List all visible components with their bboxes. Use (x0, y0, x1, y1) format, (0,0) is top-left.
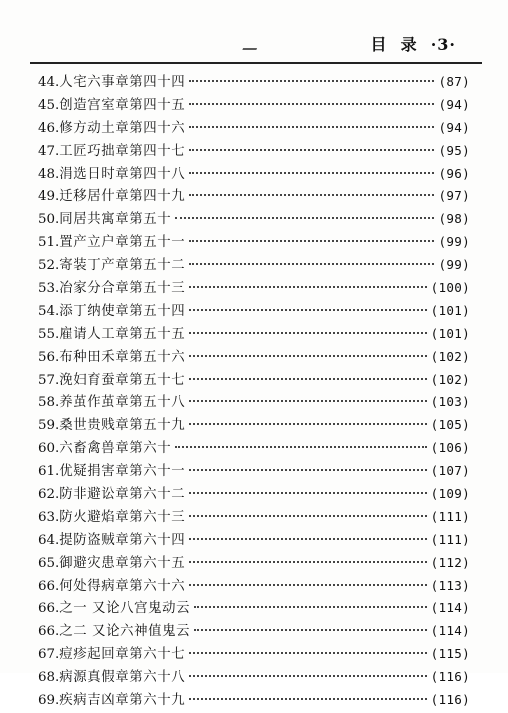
entry-page: (96) (438, 165, 470, 181)
entry-number: 58. (38, 395, 60, 411)
entry-title: 迁移居什章第四十九 (59, 189, 186, 205)
dot-leader (189, 262, 434, 265)
entry-title: 御避灾患章第六十五 (59, 555, 186, 571)
entry-page: (105) (430, 417, 470, 433)
entry-page: (116) (430, 692, 470, 708)
entry-number: 66. (38, 624, 60, 640)
toc-entry (38, 254, 470, 277)
entry-title: 雇请人工章第五十五 (59, 326, 186, 342)
toc-entry (38, 346, 470, 369)
entry-number: 45. (38, 97, 60, 113)
entry-number: 44. (38, 75, 60, 90)
entry-page: (101) (430, 325, 470, 341)
entry-page: (94) (438, 119, 470, 135)
entry-number: 66. (38, 578, 60, 594)
entry-page: (114) (430, 600, 470, 616)
dot-leader (189, 422, 426, 425)
entry-number: 55. (38, 326, 60, 342)
toc-entry (38, 231, 470, 254)
page-header (30, 30, 482, 64)
entry-title: 六畜禽兽章第六十 (59, 441, 172, 457)
entry-number: 53. (38, 281, 60, 297)
entry-page: (102) (430, 371, 470, 387)
dot-leader (189, 537, 426, 540)
toc-entry (38, 483, 470, 506)
toc-entry (38, 575, 470, 598)
dot-leader (189, 239, 434, 242)
entry-page: (94) (438, 96, 470, 112)
entry-number: 67. (38, 647, 60, 663)
toc-entry (38, 414, 470, 437)
toc-entry (38, 185, 470, 208)
dot-leader (189, 79, 434, 82)
entry-page: (111) (430, 531, 470, 547)
dot-leader (189, 697, 426, 700)
entry-title: 之二 又论六神值鬼云 (59, 624, 191, 640)
entry-title: 何处得病章第六十六 (59, 578, 186, 594)
entry-title: 同居共寓章第五十 (59, 212, 172, 228)
dot-leader (189, 102, 434, 105)
entry-number: 56. (38, 349, 60, 365)
entry-number: 52. (38, 258, 60, 274)
entry-number: 49. (38, 189, 60, 205)
entry-page: (112) (430, 554, 470, 570)
entry-page: (87) (438, 74, 470, 89)
toc-entry (38, 323, 470, 346)
entry-page: (114) (430, 623, 470, 639)
dot-leader (189, 148, 434, 151)
entry-title: 添丁纳使章第五十四 (59, 303, 186, 319)
entry-title: 人宅六事章第四十四 (59, 75, 186, 90)
dot-leader (189, 285, 426, 288)
entry-page: (109) (430, 486, 470, 502)
entry-title: 防火避焰章第六十三 (59, 509, 186, 525)
dot-leader (175, 445, 426, 448)
entry-title: 养茧作茧章第五十八 (59, 395, 186, 411)
toc-entry (38, 529, 470, 552)
entry-title: 修方动土章第四十六 (59, 120, 186, 136)
entry-number: 62. (38, 487, 60, 503)
toc-entry (38, 277, 470, 300)
entry-number: 64. (38, 532, 60, 548)
entry-number: 48. (38, 166, 60, 182)
entry-title: 痘疹起回章第六十七 (59, 647, 186, 663)
entry-number: 66. (38, 601, 60, 617)
entry-number: 47. (38, 143, 60, 159)
entry-title: 桑世贵贱章第五十九 (59, 418, 186, 434)
dot-leader (189, 308, 426, 311)
entry-title: 浼妇育蚕章第五十七 (59, 372, 186, 388)
dot-leader (194, 605, 427, 608)
entry-page: (100) (430, 280, 470, 296)
entry-page: (99) (438, 234, 470, 250)
toc-entry (38, 71, 470, 94)
entry-title: 提防盗贼章第六十四 (59, 532, 186, 548)
entry-page: (97) (438, 188, 470, 204)
entry-title: 之一 又论八宫鬼动云 (59, 601, 191, 617)
entry-title: 寄装丁产章第五十二 (59, 258, 186, 274)
header-rule (30, 62, 482, 64)
toc-entry (38, 94, 470, 117)
dot-leader (194, 628, 427, 631)
entry-number: 61. (38, 464, 60, 480)
entry-title: 创造宫室章第四十五 (59, 97, 186, 113)
toc-entry (38, 643, 470, 666)
toc-entry (38, 300, 470, 323)
dot-leader (175, 216, 434, 219)
entry-title: 置产立户章第五十一 (59, 235, 186, 251)
entry-title: 布种田禾章第五十六 (59, 349, 186, 365)
dot-leader (189, 674, 426, 677)
toc-entry (38, 117, 470, 140)
entry-page: (111) (430, 508, 470, 524)
toc-entry (38, 460, 470, 483)
entry-page: (99) (438, 257, 470, 273)
entry-number: 54. (38, 303, 60, 319)
page-title: 目 录 ·3· (370, 35, 456, 54)
entry-number: 51. (38, 235, 60, 251)
entry-title: 病源真假章第六十八 (59, 670, 186, 686)
entry-title: 涓选日时章第四十八 (59, 166, 186, 182)
entry-page: (98) (438, 211, 470, 227)
entry-number: 60. (38, 441, 60, 457)
entry-page: (107) (430, 463, 470, 479)
ink-mark (241, 48, 257, 54)
toc-entry (38, 666, 470, 689)
toc-entry (38, 689, 470, 712)
entry-number: 65. (38, 555, 60, 571)
dot-leader (189, 193, 434, 196)
entry-page: (101) (430, 302, 470, 318)
entry-number: 63. (38, 509, 60, 525)
dot-leader (189, 583, 426, 586)
entry-number: 69. (38, 693, 60, 709)
entry-title: 疾病吉凶章第六十九 (59, 693, 186, 709)
dot-leader (189, 125, 434, 128)
entry-title: 优疑捐害章第六十一 (59, 464, 186, 480)
toc-entry (38, 391, 470, 414)
dot-leader (189, 331, 426, 334)
dot-leader (189, 560, 426, 563)
toc-entry (38, 506, 470, 529)
dot-leader (189, 468, 426, 471)
dot-leader (189, 377, 426, 380)
entry-title: 防非避讼章第六十二 (59, 487, 186, 503)
entry-page: (113) (430, 577, 470, 593)
toc-entry (38, 437, 470, 460)
dot-leader (189, 651, 426, 654)
toc-entry (38, 597, 470, 620)
toc-entry (38, 208, 470, 231)
dot-leader (189, 399, 426, 402)
entry-page: (116) (430, 669, 470, 685)
dot-leader (189, 514, 426, 517)
entry-number: 68. (38, 670, 60, 686)
toc-entry (38, 620, 470, 643)
entry-page: (95) (438, 142, 470, 158)
entry-page: (103) (430, 394, 470, 410)
toc-entry (38, 552, 470, 575)
entry-page: (106) (430, 440, 470, 456)
entry-number: 57. (38, 372, 60, 388)
entry-number: 46. (38, 120, 60, 136)
dot-leader (189, 491, 426, 494)
toc-entry (38, 369, 470, 392)
toc-entry (38, 163, 470, 186)
dot-leader (189, 171, 434, 174)
entry-title: 工匠巧拙章第四十七 (59, 143, 186, 159)
entry-number: 59. (38, 418, 60, 434)
entry-title: 冶家分合章第五十三 (59, 281, 186, 297)
entry-page: (102) (430, 348, 470, 364)
entry-number: 50. (38, 212, 60, 228)
table-of-contents (38, 71, 470, 712)
entry-page: (115) (430, 646, 470, 662)
dot-leader (189, 354, 426, 357)
toc-entry (38, 140, 470, 163)
